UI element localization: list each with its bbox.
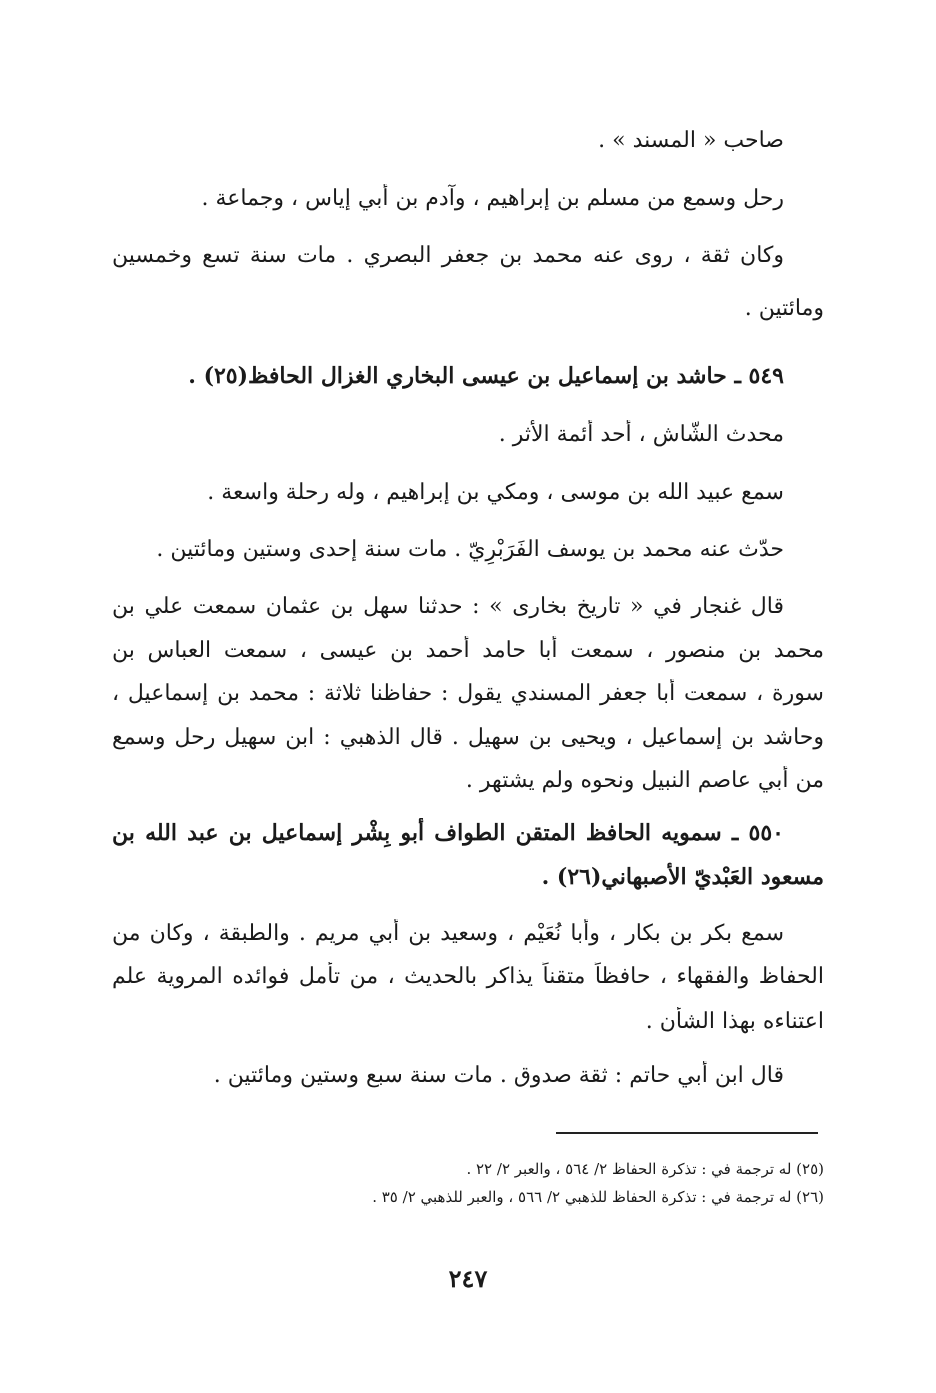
text-line: مسعود العَبْديّ الأصبهاني(٢٦) . — [541, 864, 824, 890]
entry-heading-549: ٥٤٩ ـ حاشد بن إسماعيل بن عيسى البخاري الغزال الحافظ(٢٥) . — [188, 363, 784, 389]
entry-heading-550: ٥٥٠ ـ سمويه الحافظ المتقن الطواف أبو بِشْر إسماعيل بن عبد الله بن — [112, 820, 784, 846]
footnote-divider — [556, 1132, 818, 1134]
text-line: صاحب « المسند » . — [598, 128, 784, 153]
text-line: اعتناءه بهذا الشأن . — [645, 1009, 824, 1034]
text-line: وحاشد بن إسماعيل ، ويحيى بن سهيل . قال الذهبي : ابن سهيل رحل وسمع — [112, 725, 824, 750]
text-line: ومائتين . — [744, 296, 824, 321]
text-line: سمع بكر بن بكار ، وأبا نُعَيْم ، وسعيد بن أبي مريم . والطبقة ، وكان من — [112, 921, 784, 946]
text-line: قال غنجار في « تاريخ بخارى » : حدثنا سهل بن عثمان سمعت علي بن — [112, 594, 784, 619]
text-line: حدّث عنه محمد بن يوسف الفَرَبْرِيّ . مات سنة إحدى وستين ومائتين . — [156, 537, 784, 562]
text-line: قال ابن أبي حاتم : ثقة صدوق . مات سنة سبع وستين ومائتين . — [213, 1063, 784, 1088]
page-number: ٢٤٧ — [448, 1264, 488, 1293]
text-line: محدث الشّاش ، أحد أئمة الأثر . — [498, 422, 784, 447]
text-line: محمد بن منصور ، سمعت أبا حامد أحمد بن عيسى ، سمعت العباس بن — [112, 638, 824, 663]
footnote-26: (٢٦) له ترجمة في : تذكرة الحفاظ للذهبي ٢/ ٥٦٦ ، والعبر للذهبي ٢/ ٣٥ . — [372, 1188, 824, 1206]
text-line: رحل وسمع من مسلم بن إبراهيم ، وآدم بن أبي إياس ، وجماعة . — [201, 186, 784, 211]
text-line: من أبي عاصم النبيل ونحوه ولم يشتهر . — [465, 768, 824, 793]
text-line: وكان ثقة ، روى عنه محمد بن جعفر البصري . مات سنة تسع وخمسين — [112, 243, 784, 268]
footnote-25: (٢٥) له ترجمة في : تذكرة الحفاظ ٢/ ٥٦٤ ، والعبر ٢/ ٢٢ . — [466, 1160, 824, 1178]
text-line: الحفاظ والفقهاء ، حافظاً متقناً يذاكر بالحديث ، من تأمل فوائده المروية علم — [112, 964, 824, 989]
text-line: سمع عبيد الله بن موسى ، ومكي بن إبراهيم ، وله رحلة واسعة . — [207, 480, 784, 505]
text-line: سورة ، سمعت أبا جعفر المسندي يقول : حفاظنا ثلاثة : محمد بن إسماعيل ، — [112, 681, 824, 706]
